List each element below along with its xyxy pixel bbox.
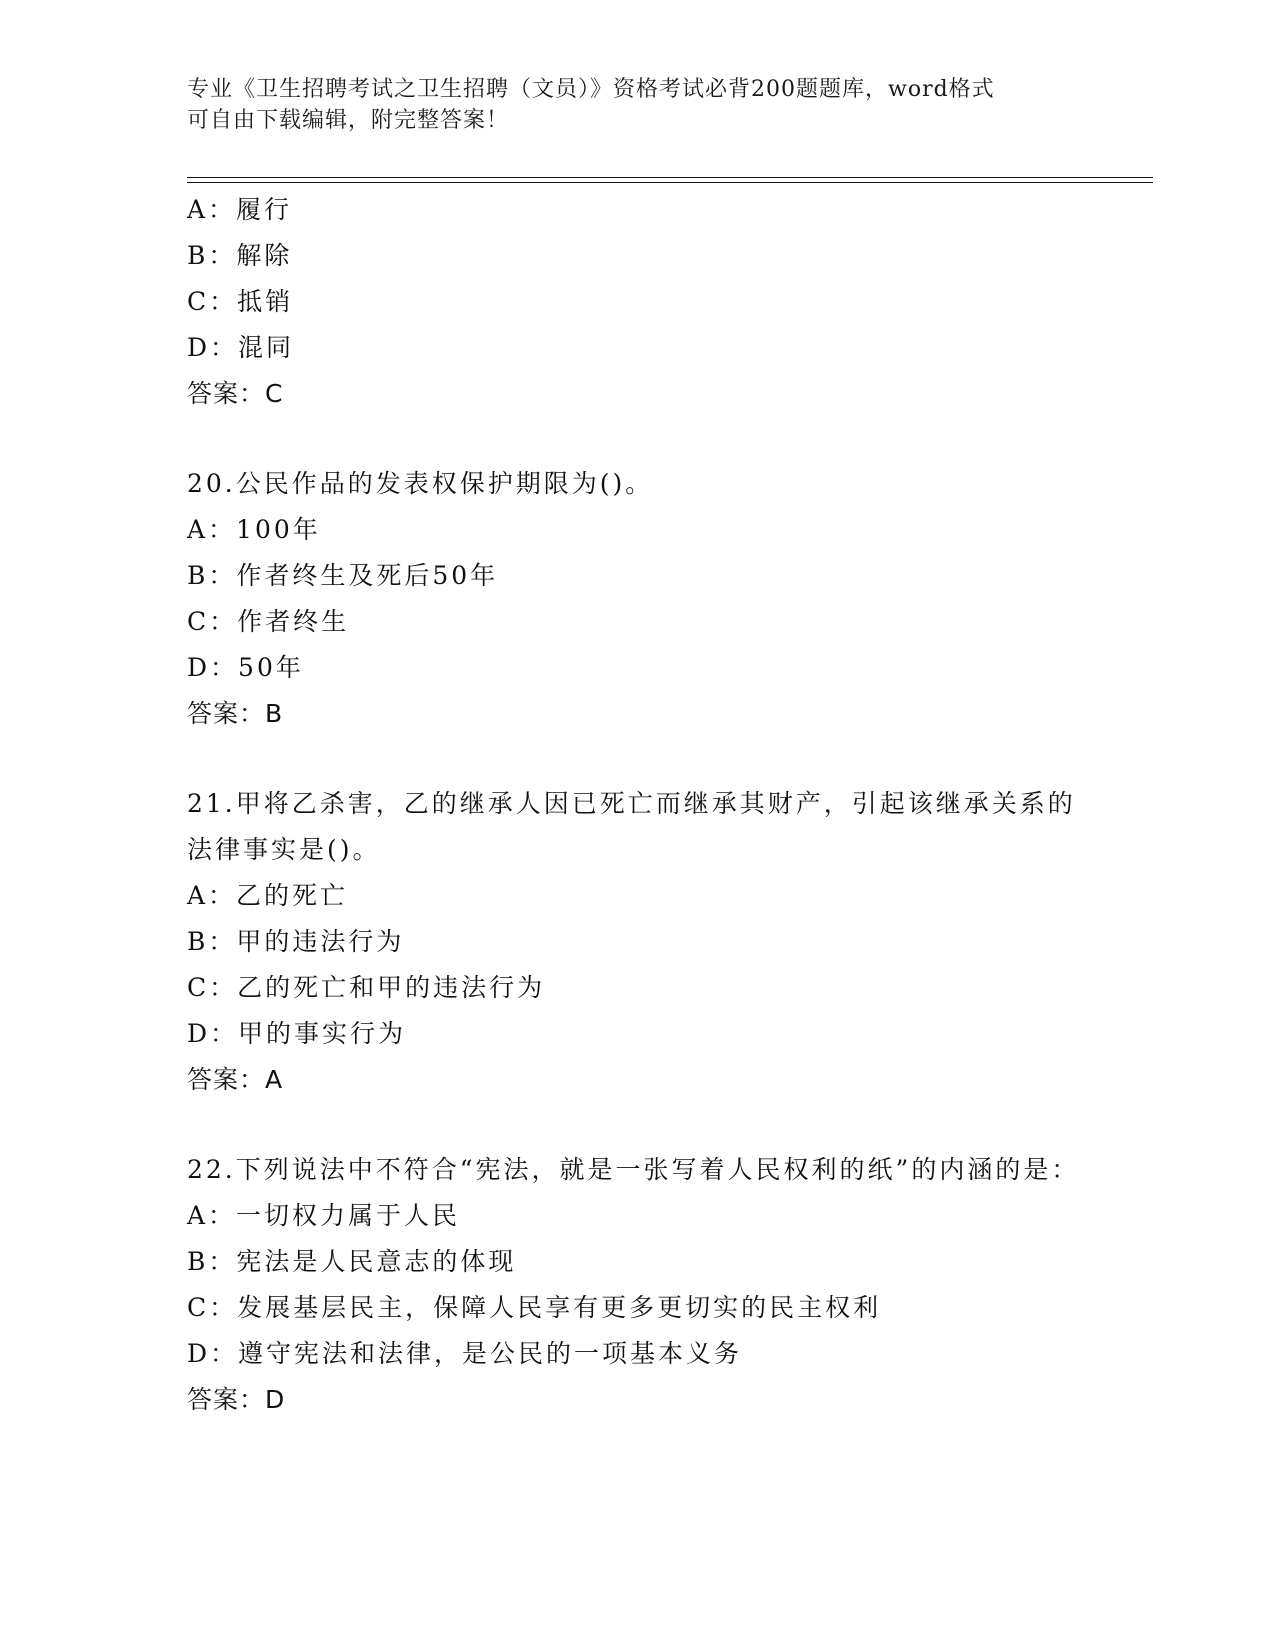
question-text: 20.公民作品的发表权保护期限为()。 (187, 469, 654, 498)
option-d: D：遵守宪法和法律，是公民的一项基本义务 (187, 1339, 743, 1368)
header-line-2: 可自由下载编辑，附完整答案！ (187, 108, 510, 133)
question-text: 21.甲将乙杀害，乙的继承人因已死亡而继承其财产，引起该继承关系的法律事实是()。 (187, 789, 1076, 864)
option-b: B：宪法是人民意志的体现 (187, 1247, 517, 1276)
header-divider-bottom (187, 182, 1153, 183)
option-b: B：解除 (187, 241, 293, 270)
question-list (187, 187, 1087, 1423)
question-20 (187, 461, 1087, 737)
header-line-1: 专业《卫生招聘考试之卫生招聘（文员）》资格考试必背200题题库，word格式 (187, 77, 995, 102)
question-19-continued (187, 187, 1087, 417)
option-c: C：作者终生 (187, 607, 350, 636)
option-c: C：乙的死亡和甲的违法行为 (187, 973, 546, 1002)
option-d: D：甲的事实行为 (187, 1019, 407, 1048)
option-a: A：履行 (187, 195, 293, 224)
question-21 (187, 781, 1087, 1103)
answer: 答案：D (187, 1385, 286, 1414)
option-a: A：100年 (187, 515, 321, 544)
option-c: C：抵销 (187, 287, 294, 316)
answer: 答案：C (187, 379, 284, 408)
option-a: A：乙的死亡 (187, 881, 349, 910)
question-text: 22.下列说法中不符合“宪法，就是一张写着人民权利的纸”的内涵的是： (187, 1155, 1080, 1184)
header-divider-top (187, 177, 1153, 178)
option-b: B：甲的违法行为 (187, 927, 405, 956)
option-b: B：作者终生及死后50年 (187, 561, 499, 590)
option-d: D：50年 (187, 653, 304, 682)
option-d: D：混同 (187, 333, 295, 362)
question-22 (187, 1147, 1087, 1423)
option-a: A：一切权力属于人民 (187, 1201, 461, 1230)
option-c: C：发展基层民主，保障人民享有更多更切实的民主权利 (187, 1293, 882, 1322)
answer: 答案：B (187, 699, 284, 728)
answer: 答案：A (187, 1065, 284, 1094)
document-header (187, 74, 1067, 136)
